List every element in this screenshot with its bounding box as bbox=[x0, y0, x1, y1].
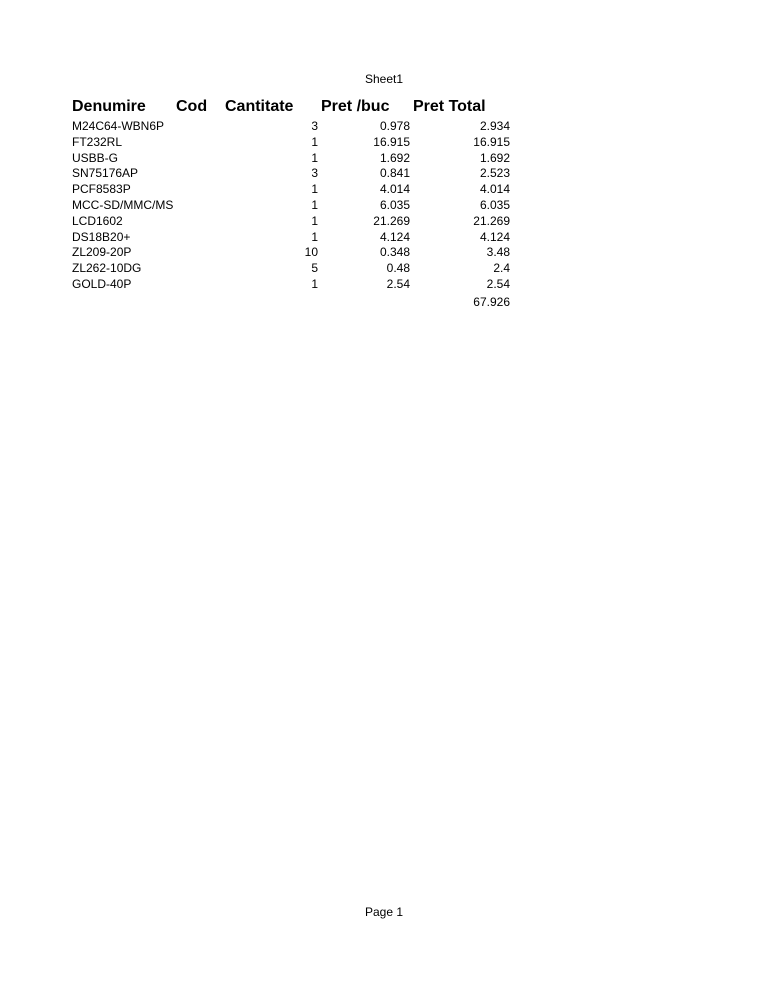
cell-qty: 5 bbox=[311, 261, 318, 276]
table-row bbox=[0, 151, 768, 167]
cell-unit-price: 0.978 bbox=[379, 119, 410, 133]
cell-total-price: 2.934 bbox=[479, 119, 510, 133]
table-header bbox=[0, 98, 768, 118]
cell-name: SN75176AP bbox=[72, 166, 139, 181]
header-cod: Cod bbox=[176, 98, 208, 115]
table-row bbox=[0, 261, 768, 277]
cell-unit-price: 21.269 bbox=[373, 213, 410, 228]
cell-total-price: 21.269 bbox=[473, 213, 510, 228]
cell-unit-price: 4.014 bbox=[379, 182, 410, 197]
cell-total-price: 1.692 bbox=[479, 150, 510, 165]
cell-qty: 3 bbox=[311, 166, 318, 181]
cell-total-price: 2.523 bbox=[479, 166, 510, 181]
cell-unit-price: 4.124 bbox=[379, 229, 410, 244]
table-body bbox=[0, 119, 768, 293]
cell-qty: 1 bbox=[311, 182, 318, 197]
cell-total-price: 2.4 bbox=[493, 261, 510, 276]
cell-name: DS18B20+ bbox=[72, 229, 131, 244]
cell-total-price: 4.014 bbox=[479, 182, 510, 197]
cell-name: LCD1602 bbox=[72, 213, 123, 228]
cell-unit-price: 0.841 bbox=[379, 166, 410, 181]
cell-qty: 1 bbox=[311, 197, 318, 212]
header-cantitate: Cantitate bbox=[225, 98, 294, 115]
cell-name: USBB-G bbox=[72, 150, 119, 165]
page-footer: Page 1 bbox=[364, 905, 404, 919]
cell-qty: 1 bbox=[311, 134, 318, 149]
cell-name: ZL209-20P bbox=[72, 245, 132, 260]
table-row bbox=[0, 277, 768, 293]
cell-unit-price: 16.915 bbox=[373, 134, 410, 149]
cell-total-price: 16.915 bbox=[473, 134, 510, 149]
cell-qty: 1 bbox=[311, 213, 318, 228]
cell-qty: 1 bbox=[311, 150, 318, 165]
table-row bbox=[0, 119, 768, 135]
cell-total-price: 6.035 bbox=[479, 197, 510, 212]
table-row bbox=[0, 214, 768, 230]
cell-name: MCC-SD/MMC/MS bbox=[72, 197, 174, 212]
cell-total-price: 2.54 bbox=[486, 276, 510, 291]
header-pret-total: Pret Total bbox=[413, 98, 486, 115]
cell-qty: 1 bbox=[311, 229, 318, 244]
header-pret-buc: Pret /buc bbox=[321, 98, 390, 115]
cell-total-price: 3.48 bbox=[486, 245, 510, 260]
table-row bbox=[0, 135, 768, 151]
cell-qty: 3 bbox=[311, 119, 318, 133]
cell-unit-price: 0.348 bbox=[379, 245, 410, 260]
table-row bbox=[0, 198, 768, 214]
cell-name: FT232RL bbox=[72, 134, 123, 149]
cell-unit-price: 6.035 bbox=[379, 197, 410, 212]
cell-qty: 1 bbox=[311, 276, 318, 291]
cell-unit-price: 0.48 bbox=[386, 261, 410, 276]
cell-total-price: 4.124 bbox=[479, 229, 510, 244]
header-denumire: Denumire bbox=[72, 98, 146, 115]
cell-qty: 10 bbox=[304, 245, 318, 260]
cell-unit-price: 1.692 bbox=[379, 150, 410, 165]
cell-unit-price: 2.54 bbox=[386, 276, 410, 291]
cell-name: PCF8583P bbox=[72, 182, 131, 197]
cell-name: M24C64-WBN6P bbox=[72, 119, 165, 133]
table-row bbox=[0, 230, 768, 246]
cell-name: ZL262-10DG bbox=[72, 261, 142, 276]
sheet-title: Sheet1 bbox=[364, 72, 404, 86]
table-row bbox=[0, 245, 768, 261]
table-row bbox=[0, 166, 768, 182]
grand-total: 67.926 bbox=[473, 295, 510, 309]
cell-name: GOLD-40P bbox=[72, 276, 132, 291]
table-row bbox=[0, 182, 768, 198]
